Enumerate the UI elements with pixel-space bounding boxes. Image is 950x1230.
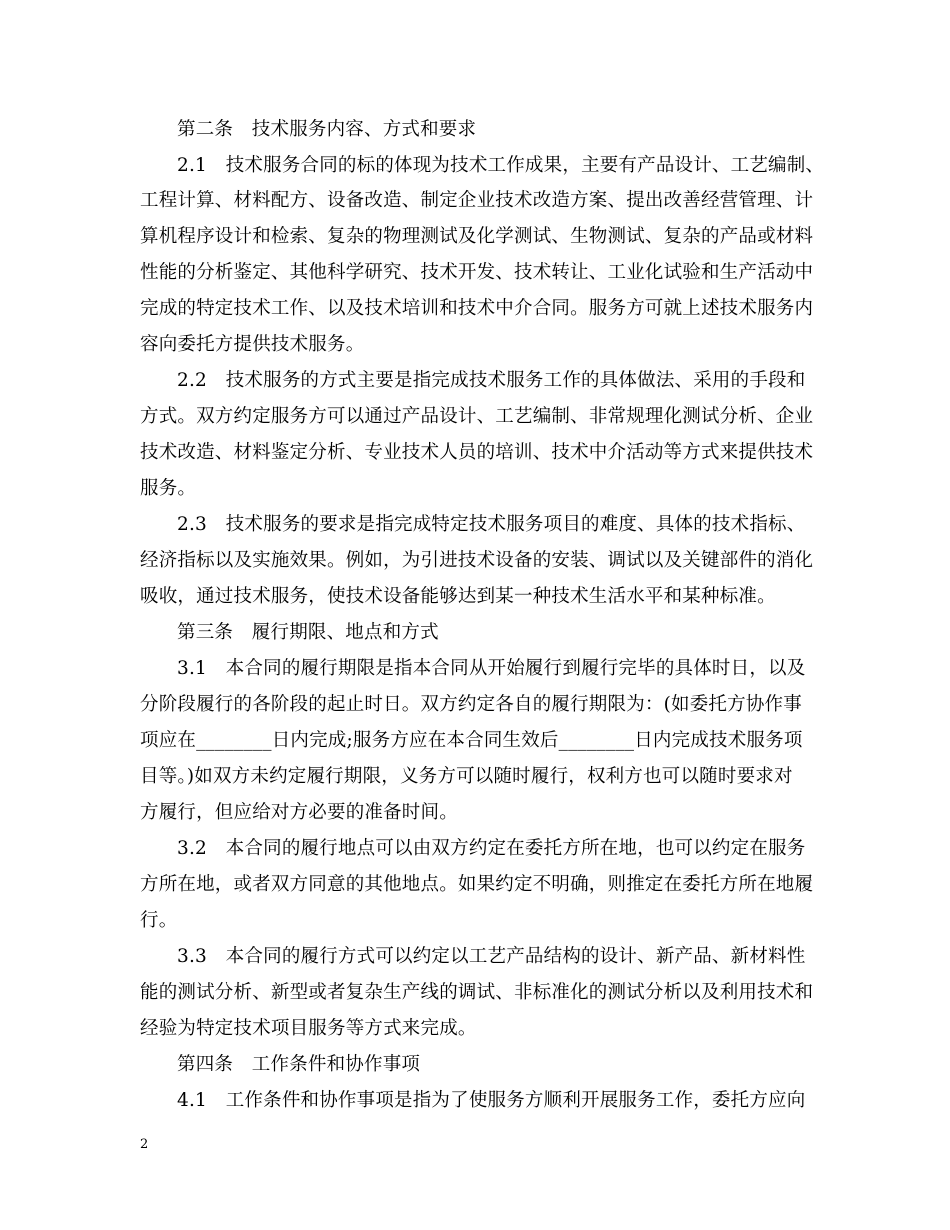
paragraph-line: 能的测试分析、新型或者复杂生产线的调试、非标准化的测试分析以及利用技术和 [140, 982, 814, 1003]
paragraph-line: 经验为特定技术项目服务等方式来完成。 [140, 1018, 477, 1039]
paragraph-line: 3.1 本合同的履行期限是指本合同从开始履行到履行完毕的具体时日，以及 [177, 658, 806, 679]
paragraph-line: 项应在________日内完成;服务方应在本合同生效后________日内完成技术服务项 [140, 730, 803, 751]
paragraph-line: 方式。双方约定服务方可以通过产品设计、工艺编制、非常规理化测试分析、企业 [140, 406, 814, 427]
article-4-heading: 第四条 工作条件和协作事项 [177, 1054, 421, 1075]
paragraph-line: 目等。)如双方未约定履行期限，义务方可以随时履行，权利方也可以随时要求对 [140, 766, 793, 787]
paragraph-line: 算机程序设计和检索、复杂的物理测试及化学测试、生物测试、复杂的产品或材料 [140, 226, 814, 247]
paragraph-line: 完成的特定技术工作、以及技术培训和技术中介合同。服务方可就上述技术服务内 [140, 298, 814, 319]
paragraph-line: 性能的分析鉴定、其他科学研究、技术开发、技术转让、工业化试验和生产活动中 [140, 262, 814, 283]
page-number: 2 [140, 1137, 149, 1152]
paragraph-line: 3.3 本合同的履行方式可以约定以工艺产品结构的设计、新产品、新材料性 [177, 946, 806, 967]
paragraph-line: 吸收，通过技术服务，使技术设备能够达到某一种技术生活水平和某种标准。 [140, 586, 776, 607]
article-3-heading: 第三条 履行期限、地点和方式 [177, 622, 439, 643]
paragraph-line: 分阶段履行的各阶段的起止时日。双方约定各自的履行期限为：(如委托方协作事 [140, 694, 802, 715]
paragraph-line: 2.3 技术服务的要求是指完成特定技术服务项目的难度、具体的技术指标、 [177, 514, 806, 535]
paragraph-line: 2.2 技术服务的方式主要是指完成技术服务工作的具体做法、采用的手段和 [177, 370, 806, 391]
paragraph-line: 技术改造、材料鉴定分析、专业技术人员的培训、技术中介活动等方式来提供技术 [140, 442, 814, 463]
paragraph-line: 方所在地，或者双方同意的其他地点。如果约定不明确，则推定在委托方所在地履 [140, 874, 814, 895]
paragraph-line: 行。 [140, 910, 178, 931]
paragraph-line: 服务。 [140, 478, 197, 499]
paragraph-line: 3.2 本合同的履行地点可以由双方约定在委托方所在地，也可以约定在服务 [177, 838, 806, 859]
paragraph-line: 工程计算、材料配方、设备改造、制定企业技术改造方案、提出改善经营管理、计 [140, 190, 814, 211]
paragraph-line: 容向委托方提供技术服务。 [140, 334, 365, 355]
article-2-heading: 第二条 技术服务内容、方式和要求 [177, 119, 477, 140]
paragraph-line: 方履行，但应给对方必要的准备时间。 [140, 802, 458, 823]
paragraph-line: 经济指标以及实施效果。例如，为引进技术设备的安装、调试以及关键部件的消化 [140, 550, 814, 571]
paragraph-line: 4.1 工作条件和协作事项是指为了使服务方顺利开展服务工作，委托方应向 [177, 1090, 806, 1111]
paragraph-line: 2.1 技术服务合同的标的体现为技术工作成果，主要有产品设计、工艺编制、 [177, 155, 825, 176]
